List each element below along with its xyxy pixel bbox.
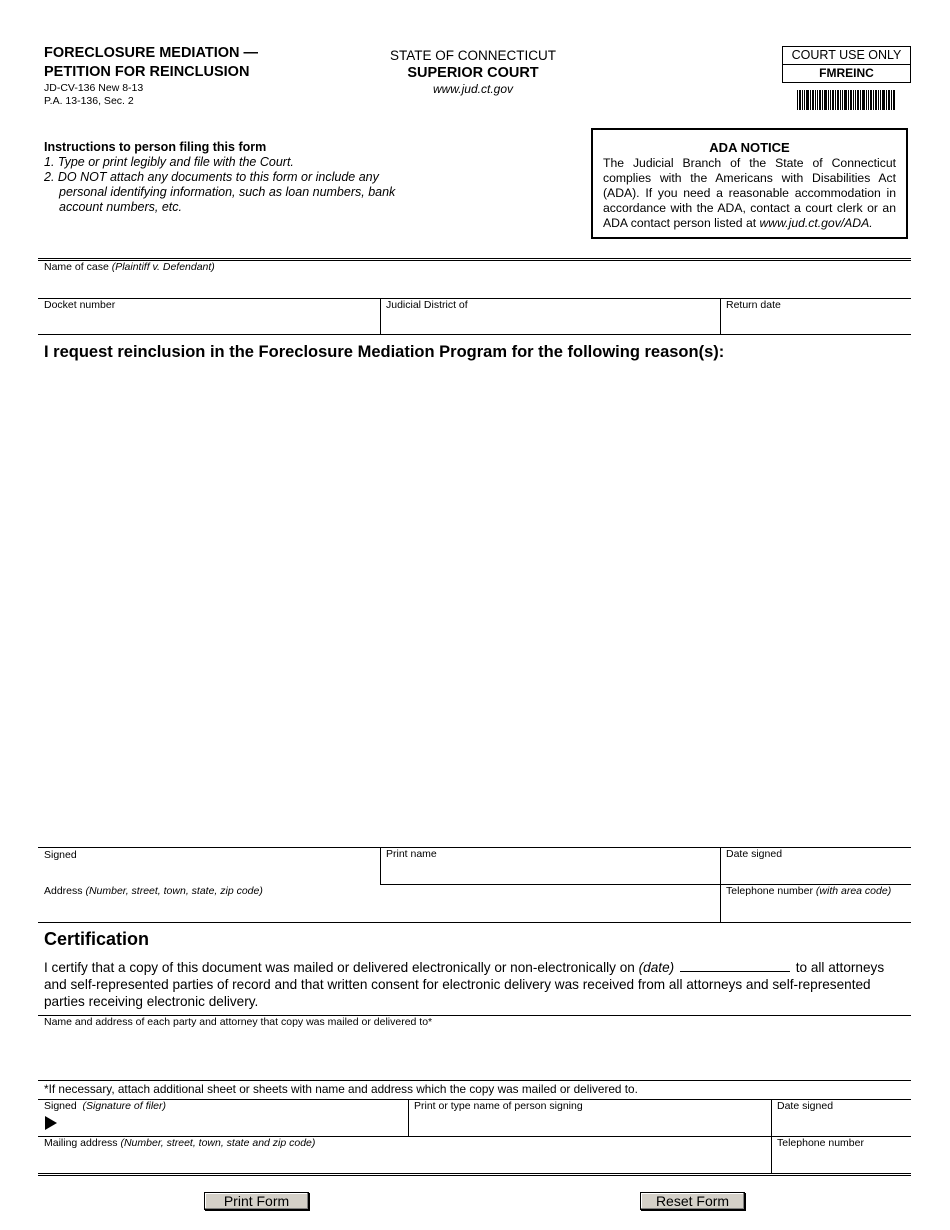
certification-line-1: I certify that a copy of this document was mailed or delivered electronically or non-electronically on (date) to all attorneys [44,960,885,975]
court-header [373,48,573,97]
date-signed-label: Date signed [726,848,783,860]
name-of-case-label: Name of case (Plaintiff v. Defendant) [44,261,215,273]
divider [380,847,381,884]
form-id: JD-CV-136 New 8-13 [44,82,144,94]
return-date-input[interactable] [722,312,910,333]
instruction-item-2: 2. DO NOT attach any documents to this form or include any [44,170,379,184]
rule [38,1175,911,1176]
statute-ref: P.A. 13-136, Sec. 2 [44,95,134,107]
signed-label: Signed [44,849,77,861]
instruction-item-1: 1. Type or print legibly and file with the Court. [44,155,294,169]
ada-notice [591,128,908,239]
cert-signed-label: Signed (Signature of filer) [44,1100,166,1112]
cert-date-signed-label: Date signed [777,1100,834,1112]
return-date-label: Return date [726,299,781,311]
instruction-item-2-cont: personal identifying information, such as loan numbers, bank [59,185,396,199]
rule [38,1080,911,1081]
certification-date-input[interactable] [680,959,790,972]
form-title-line1: FORECLOSURE MEDIATION — [44,45,259,61]
certification-heading: Certification [44,929,150,949]
signed-input[interactable] [40,862,378,883]
divider [720,298,721,334]
form-title-line2: PETITION FOR REINCLUSION [44,64,250,80]
print-type-name-input[interactable] [410,1114,769,1135]
barcode-icon [797,90,895,110]
telephone-label: Telephone number (with area code) [726,885,892,897]
print-name-input[interactable] [382,862,718,883]
judicial-district-label: Judicial District of [386,299,468,311]
cert-date-signed-input[interactable] [773,1114,910,1135]
rule [38,922,911,923]
ada-text-block [603,156,896,231]
rule [38,334,911,335]
form-title [44,44,258,82]
docket-number-label: Docket number [44,299,116,311]
ada-title: ADA NOTICE [709,140,790,155]
ada-text: The Judicial Branch of the State of Connecticut complies with the Americans with Disabilities Act (ADA). If you need a reasonable accommodation in accordance with the ADA, contact a court clerk or an ADA contact person listed at [603,156,896,230]
name-of-case-input[interactable] [40,275,910,297]
instruction-item-2-cont2: account numbers, etc. [59,200,182,214]
court-name: SUPERIOR COURT [407,65,539,81]
date-signed-input[interactable] [722,862,910,883]
name-address-label: Name and address of each party and attorney that copy was mailed or delivered to* [44,1016,433,1028]
certification-text [44,959,910,1010]
mailing-address-label: Mailing address (Number, street, town, state and zip code) [44,1137,316,1149]
cert-signed-input[interactable] [60,1114,406,1135]
arrow-right-icon [45,1116,57,1130]
rule [38,258,911,259]
ada-link[interactable]: www.jud.ct.gov/ADA. [759,216,873,230]
divider [408,1099,409,1136]
divider [380,298,381,334]
certification-line-2: and self-represented parties of record and that written consent for electronic delivery was received from all attorneys and self-represented [44,977,871,992]
address-input[interactable] [40,899,718,921]
mailing-address-input[interactable] [40,1151,769,1172]
print-name-label: Print name [386,848,437,860]
reasons-textarea[interactable] [40,368,910,844]
address-label: Address (Number, street, town, state, zip code) [44,885,263,897]
cert-telephone-label: Telephone number [777,1137,864,1149]
request-heading: I request reinclusion in the Foreclosure Mediation Program for the following reason(s): [44,343,725,361]
print-type-name-label: Print or type name of person signing [414,1100,583,1112]
court-use-label: COURT USE ONLY [782,46,911,65]
instructions [44,140,395,215]
footnote: *If necessary, attach additional sheet or sheets with name and address which the copy was mailed or delivered to. [44,1082,638,1096]
certification-line-3: parties receiving electronic delivery. [44,994,259,1009]
court-website: www.jud.ct.gov [432,82,514,96]
rule [38,1173,911,1174]
state-name: STATE OF CONNECTICUT [390,48,556,63]
instructions-heading: Instructions to person filing this form [44,140,267,154]
judicial-district-input[interactable] [382,312,718,333]
docket-number-input[interactable] [40,312,378,333]
print-form-button[interactable]: Print Form [204,1192,309,1210]
cert-telephone-input[interactable] [773,1151,910,1172]
reset-form-button[interactable]: Reset Form [640,1192,745,1210]
court-use-code: FMREINC [782,64,911,83]
name-address-input[interactable] [40,1030,910,1078]
telephone-input[interactable] [722,899,910,921]
